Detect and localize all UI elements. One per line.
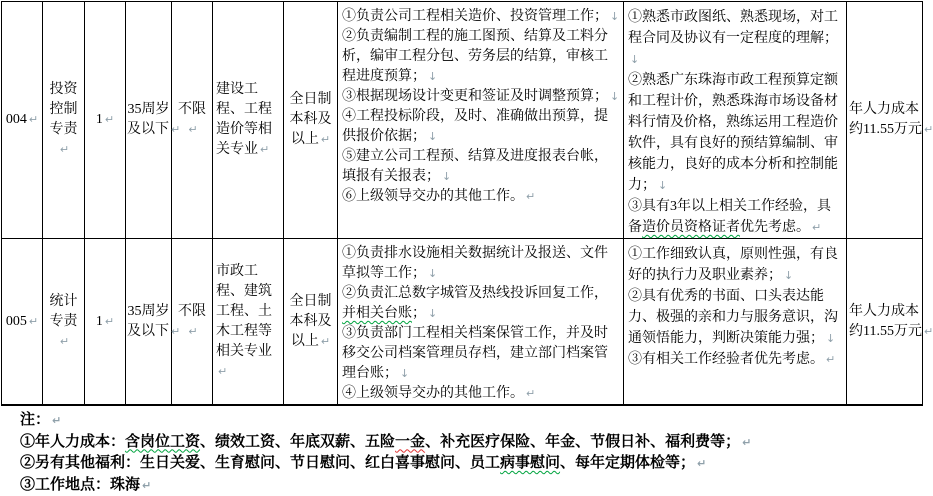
cell-text-line: 004 ↵ [3,110,41,130]
spellcheck-underline: 造价员资格证者 [642,220,740,235]
cell-position-code [2,2,43,239]
paragraph-mark: ↵ [258,143,269,156]
paragraph-mark: ↵ [524,190,535,203]
cell-position-title [43,2,85,239]
cell-paragraph: ⑤建立公司工程预、结算及进度报表台帐，填报有关报表； ↓ [342,147,620,187]
cell-salary [847,2,923,239]
cell-text-line: 约11.55万元 ↵ [849,322,921,342]
line-break-mark: ↓ [782,269,793,282]
line-break-mark: ↓ [608,10,619,23]
line-break-mark: ↓ [426,307,437,320]
cell-paragraph: ①工作细致认真，原则性强，有良好的执行力及职业素养； ↓ [628,244,843,286]
cell-text-line: 不限↵ [173,302,211,342]
cell-major-requirement [213,2,284,239]
notes-label [20,410,926,432]
cell-text-line: 35周岁 [127,302,170,322]
paragraph-mark: ↵ [810,221,821,234]
cell-gender-requirement [172,239,213,406]
cell-text-line: 投资控制专责↵ [44,80,83,160]
line-break-mark: ↓ [628,53,639,66]
cell-paragraph: ③根据现场设计变更和签证及时调整预算； ↓ [342,87,620,107]
cell-headcount [85,2,126,239]
cell-text-line: 市政工程、建筑工程、土木工程等相关专业↵ [216,262,281,382]
paragraph-mark: ↵ [216,365,227,378]
cell-text-line: 及以下 ↵ [127,322,170,342]
paragraph-mark: ↵ [50,414,61,427]
spellcheck-underline: 含岗位工资 [125,434,200,450]
notes-section [20,410,926,496]
cell-text-line: 建设工程、工程造价等相关专业 ↵ [216,80,281,160]
cell-paragraph: ②具有优秀的书面、口头表达能力、极强的亲和力与服务意识，沟通领悟能力，判断决策能力强； ↓ [628,286,843,349]
cell-paragraph: ①熟悉市政图纸、熟悉现场，对工程合同及协议有一定程度的理解；↓ [628,7,843,70]
cell-qualifications [624,239,847,406]
paragraph-mark: ↵ [140,479,151,492]
line-break-mark: ↓ [398,367,409,380]
paragraph-mark: ↵ [186,325,197,338]
paragraph-mark: ↵ [27,315,38,328]
spellcheck-underline: 一金 [395,434,425,450]
cell-text-line: 年人力成本 [849,302,921,322]
cell-education-requirement [284,239,338,406]
paragraph-mark: ↵ [169,325,180,338]
cell-text-line: 年人力成本 [849,100,921,120]
cell-text-line: 约11.55万元 ↵ [849,120,921,140]
paragraph-mark: ↵ [922,123,933,136]
cell-text-line: 统计专责↵ [44,292,83,352]
paragraph-mark: ↵ [319,133,330,146]
cell-age-requirement [126,2,172,239]
paragraph-mark: ↵ [824,353,835,366]
note-item: ③工作地点：珠海 ↵ [20,475,926,496]
cell-text-line: 35周岁 [127,100,170,120]
line-break-mark: ↓ [426,70,437,83]
paragraph-mark: ↵ [319,335,330,348]
cell-text-line: 1 ↵ [86,312,124,332]
cell-position-code [2,239,43,406]
cell-paragraph: ⑥上级领导交办的其他工作。 ↵ [342,187,620,207]
table-row [2,2,923,239]
line-break-mark: ↓ [824,332,835,345]
cell-salary [847,239,923,406]
cell-headcount [85,239,126,406]
cell-text-line: 及以下 ↵ [127,120,170,140]
cell-paragraph: ④工程投标阶段，及时、准确做出预算，提供报价依据； ↓ [342,107,620,147]
paragraph-mark: ↵ [169,123,180,136]
cell-paragraph: ②熟悉广东珠海市政工程预算定额和工程计价，熟悉珠海市场设备材料行情及价格，熟练运用工程造价软件，具有良好的预结算编制、审核能力，良好的成本分析和控制能力； ↓ [628,70,843,196]
cell-paragraph: ①负责公司工程相关造价、投资管理工作； ↓ [342,7,620,27]
line-break-mark: ↓ [656,179,667,192]
table-row [2,239,923,406]
line-break-mark: ↓ [440,170,451,183]
cell-job-duties [338,2,624,239]
line-break-mark: ↓ [426,130,437,143]
cell-text-line: 全日制本科及以上 ↵ [285,292,336,352]
cell-text-line: 全日制本科及以上 ↵ [285,90,336,150]
notes-label-text: 注： [20,412,50,428]
paragraph-mark: ↵ [58,143,69,156]
cell-paragraph: ②负责汇总数字城管及热线投诉回复工作，并相关台账； ↓ [342,284,620,324]
paragraph-mark: ↵ [524,387,535,400]
paragraph-mark: ↵ [27,113,38,126]
cell-paragraph: ②负责编制工程的施工图预、结算及工料分析，编审工程分包、劳务层的结算，审核工程进度预算； ↓ [342,27,620,87]
line-break-mark: ↓ [426,267,437,280]
line-break-mark: ↓ [608,90,619,103]
cell-text-line: 不限↵ [173,100,211,140]
cell-job-duties [338,239,624,406]
notes-items [20,432,926,496]
cell-paragraph: ③具有3年以上相关工作经验，具备造价员资格证者优先考虑。 ↵ [628,196,843,238]
paragraph-mark: ↵ [103,113,114,126]
paragraph-mark: ↵ [922,325,933,338]
cell-paragraph: ①负责排水设施相关数据统计及报送、文件草拟等工作； ↓ [342,244,620,284]
paragraph-mark: ↵ [740,436,751,449]
spellcheck-underline: 病事慰问 [500,455,560,471]
cell-gender-requirement [172,2,213,239]
cell-age-requirement [126,239,172,406]
paragraph-mark: ↵ [103,315,114,328]
note-item: ②另有其他福利：生日关爱、生育慰问、节日慰问、红白喜事慰问、员工病事慰问、每年定期体检等； ↵ [20,453,926,475]
cell-education-requirement [284,2,338,239]
cell-qualifications [624,2,847,239]
cell-position-title [43,239,85,406]
note-item: ①年人力成本：含岗位工资、绩效工资、年底双薪、五险一金、补充医疗保险、年金、节假日补、福利费等； ↵ [20,432,926,454]
paragraph-mark: ↵ [186,123,197,136]
job-table [1,1,923,406]
cell-major-requirement [213,239,284,406]
paragraph-mark: ↵ [58,335,69,348]
paragraph-mark: ↵ [695,457,706,470]
cell-text-line: 1 ↵ [86,110,124,130]
cell-paragraph: ③有相关工作经验者优先考虑。 ↵ [628,349,843,370]
cell-paragraph: ④上级领导交办的其他工作。 ↵ [342,384,620,404]
job-table-body [2,2,923,406]
cell-text-line: 005 ↵ [3,312,41,332]
spellcheck-underline: 并相关台账 [342,306,412,321]
cell-paragraph: ③负责部门工程相关档案保管工作，并及时移交公司档案管理员存档，建立部门档案管理台账； ↓ [342,324,620,384]
